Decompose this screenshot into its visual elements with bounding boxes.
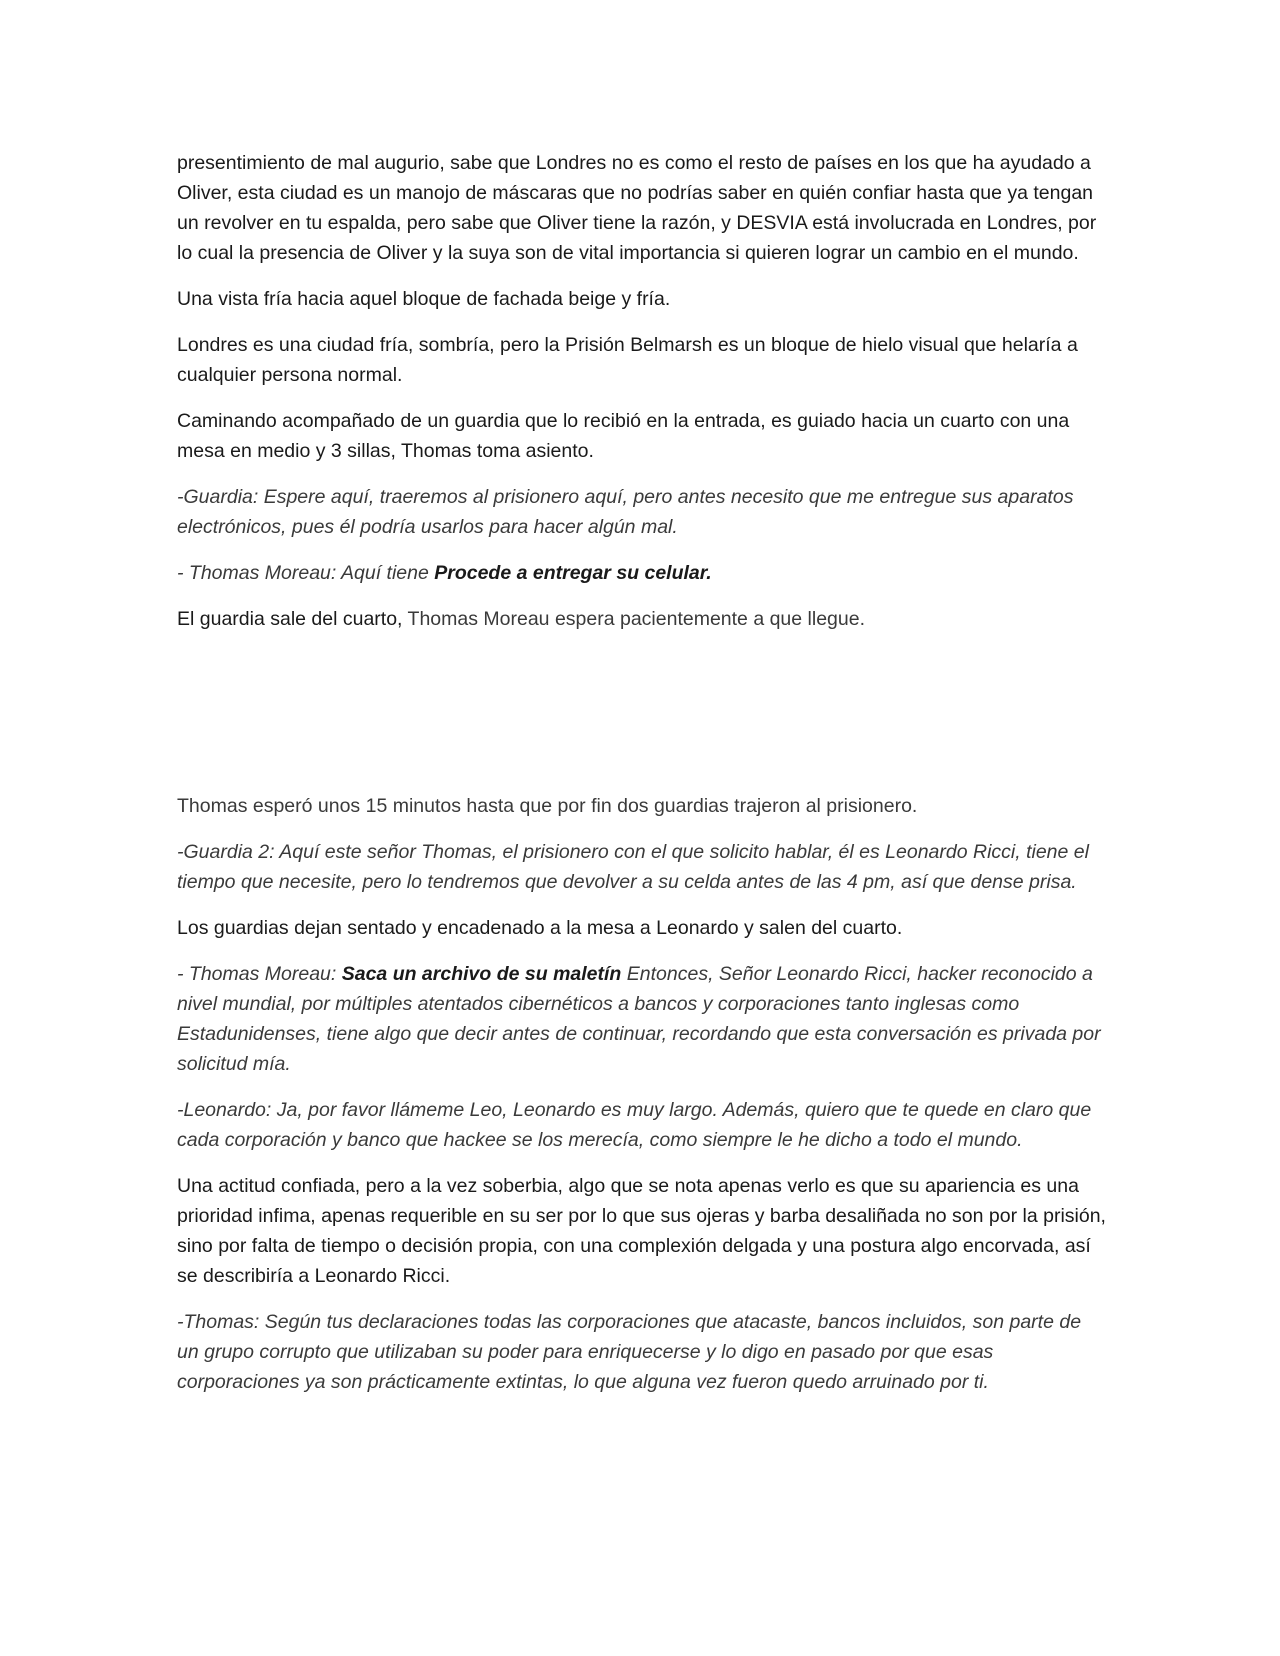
dialogue-speaker: - Thomas Moreau: Aquí tiene — [177, 562, 435, 584]
narrative-paragraph: Caminando acompañado de un guardia que lo recibió en la entrada, es guiado hacia un cuarto con una mesa en medio y 3 sillas, Thomas toma asiento. — [177, 410, 1070, 462]
narrative-paragraph: Los guardias dejan sentado y encadenado a la mesa a Leonardo y salen del cuarto. — [177, 917, 903, 939]
narrative-paragraph: Londres es una ciudad fría, sombría, pero la Prisión Belmarsh es un bloque de hielo visual que helaría a cualquier persona normal. — [177, 334, 1078, 386]
narrative-paragraph: Una vista fría hacia aquel bloque de fachada beige y fría. — [177, 288, 671, 310]
narrative-paragraph — [177, 604, 1107, 634]
narrative-paragraph: Thomas esperó unos 15 minutos hasta que por fin dos guardias trajeron al prisionero. — [177, 795, 918, 817]
narrative-text: Thomas Moreau espera pacientemente a que llegue. — [407, 608, 865, 630]
dialogue-guardia-2: -Guardia 2: Aquí este señor Thomas, el prisionero con el que solicito hablar, él es Leonardo Ricci, tiene el tiempo que necesite, pero lo tendremos que devolver a su celda antes de las 4 pm, así que dense prisa. — [177, 841, 1089, 893]
dialogue-text: Entonces, Señor Leonardo Ricci, hacker reconocido a nivel mundial, por múltiples atentados cibernéticos a bancos y corporaciones tanto inglesas como Estadunidenses, tiene algo que decir antes de continuar, recordando que esta conversación es privada por solicitud mía. — [177, 963, 1101, 1075]
narrative-paragraph: Una actitud confiada, pero a la vez soberbia, algo que se nota apenas verlo es que su apariencia es una prioridad infima, apenas requerible en su ser por lo que sus ojeras y barba desaliñada no son por la prisión, sino por falta de tiempo o decisión propia, con una complexión delgada y una postura algo encorvada, así se describiría a Leonardo Ricci. — [177, 1175, 1106, 1287]
dialogue-thomas: -Thomas: Según tus declaraciones todas las corporaciones que atacaste, bancos incluidos, son parte de un grupo corrupto que utilizaban su poder para enriquecerse y lo digo en pasado por que esas corporaciones ya son prácticamente extintas, lo que alguna vez fueron quedo arruinado por ti. — [177, 1311, 1082, 1393]
dialogue-guardia: -Guardia: Espere aquí, traeremos al prisionero aquí, pero antes necesito que me entregue sus aparatos electrónicos, pues él podría usarlos para hacer algún mal. — [177, 486, 1074, 538]
dialogue-thomas — [177, 558, 1107, 588]
narrative-text: El guardia sale del cuarto, — [177, 608, 408, 630]
dialogue-speaker: - Thomas Moreau: — [177, 963, 342, 985]
blank-space — [177, 650, 1107, 791]
stage-direction: Procede a entregar su celular. — [434, 562, 712, 584]
dialogue-thomas — [177, 959, 1107, 1079]
stage-direction: Saca un archivo de su maletín — [341, 963, 622, 985]
dialogue-leonardo: -Leonardo: Ja, por favor llámeme Leo, Leonardo es muy largo. Además, quiero que te quede en claro que cada corporación y banco que hackee se los merecía, como siempre le he dicho a todo el mundo. — [177, 1099, 1092, 1151]
document-body — [177, 148, 1107, 1413]
narrative-paragraph: presentimiento de mal augurio, sabe que Londres no es como el resto de países en los que ha ayudado a Oliver, esta ciudad es un manojo de máscaras que no podrías saber en quién confiar hasta que ya tengan un revolver en tu espalda, pero sabe que Oliver tiene la razón, y DESVIA está involucrada en Londres, por lo cual la presencia de Oliver y la suya son de vital importancia si quieren lograr un cambio en el mundo. — [177, 152, 1097, 264]
